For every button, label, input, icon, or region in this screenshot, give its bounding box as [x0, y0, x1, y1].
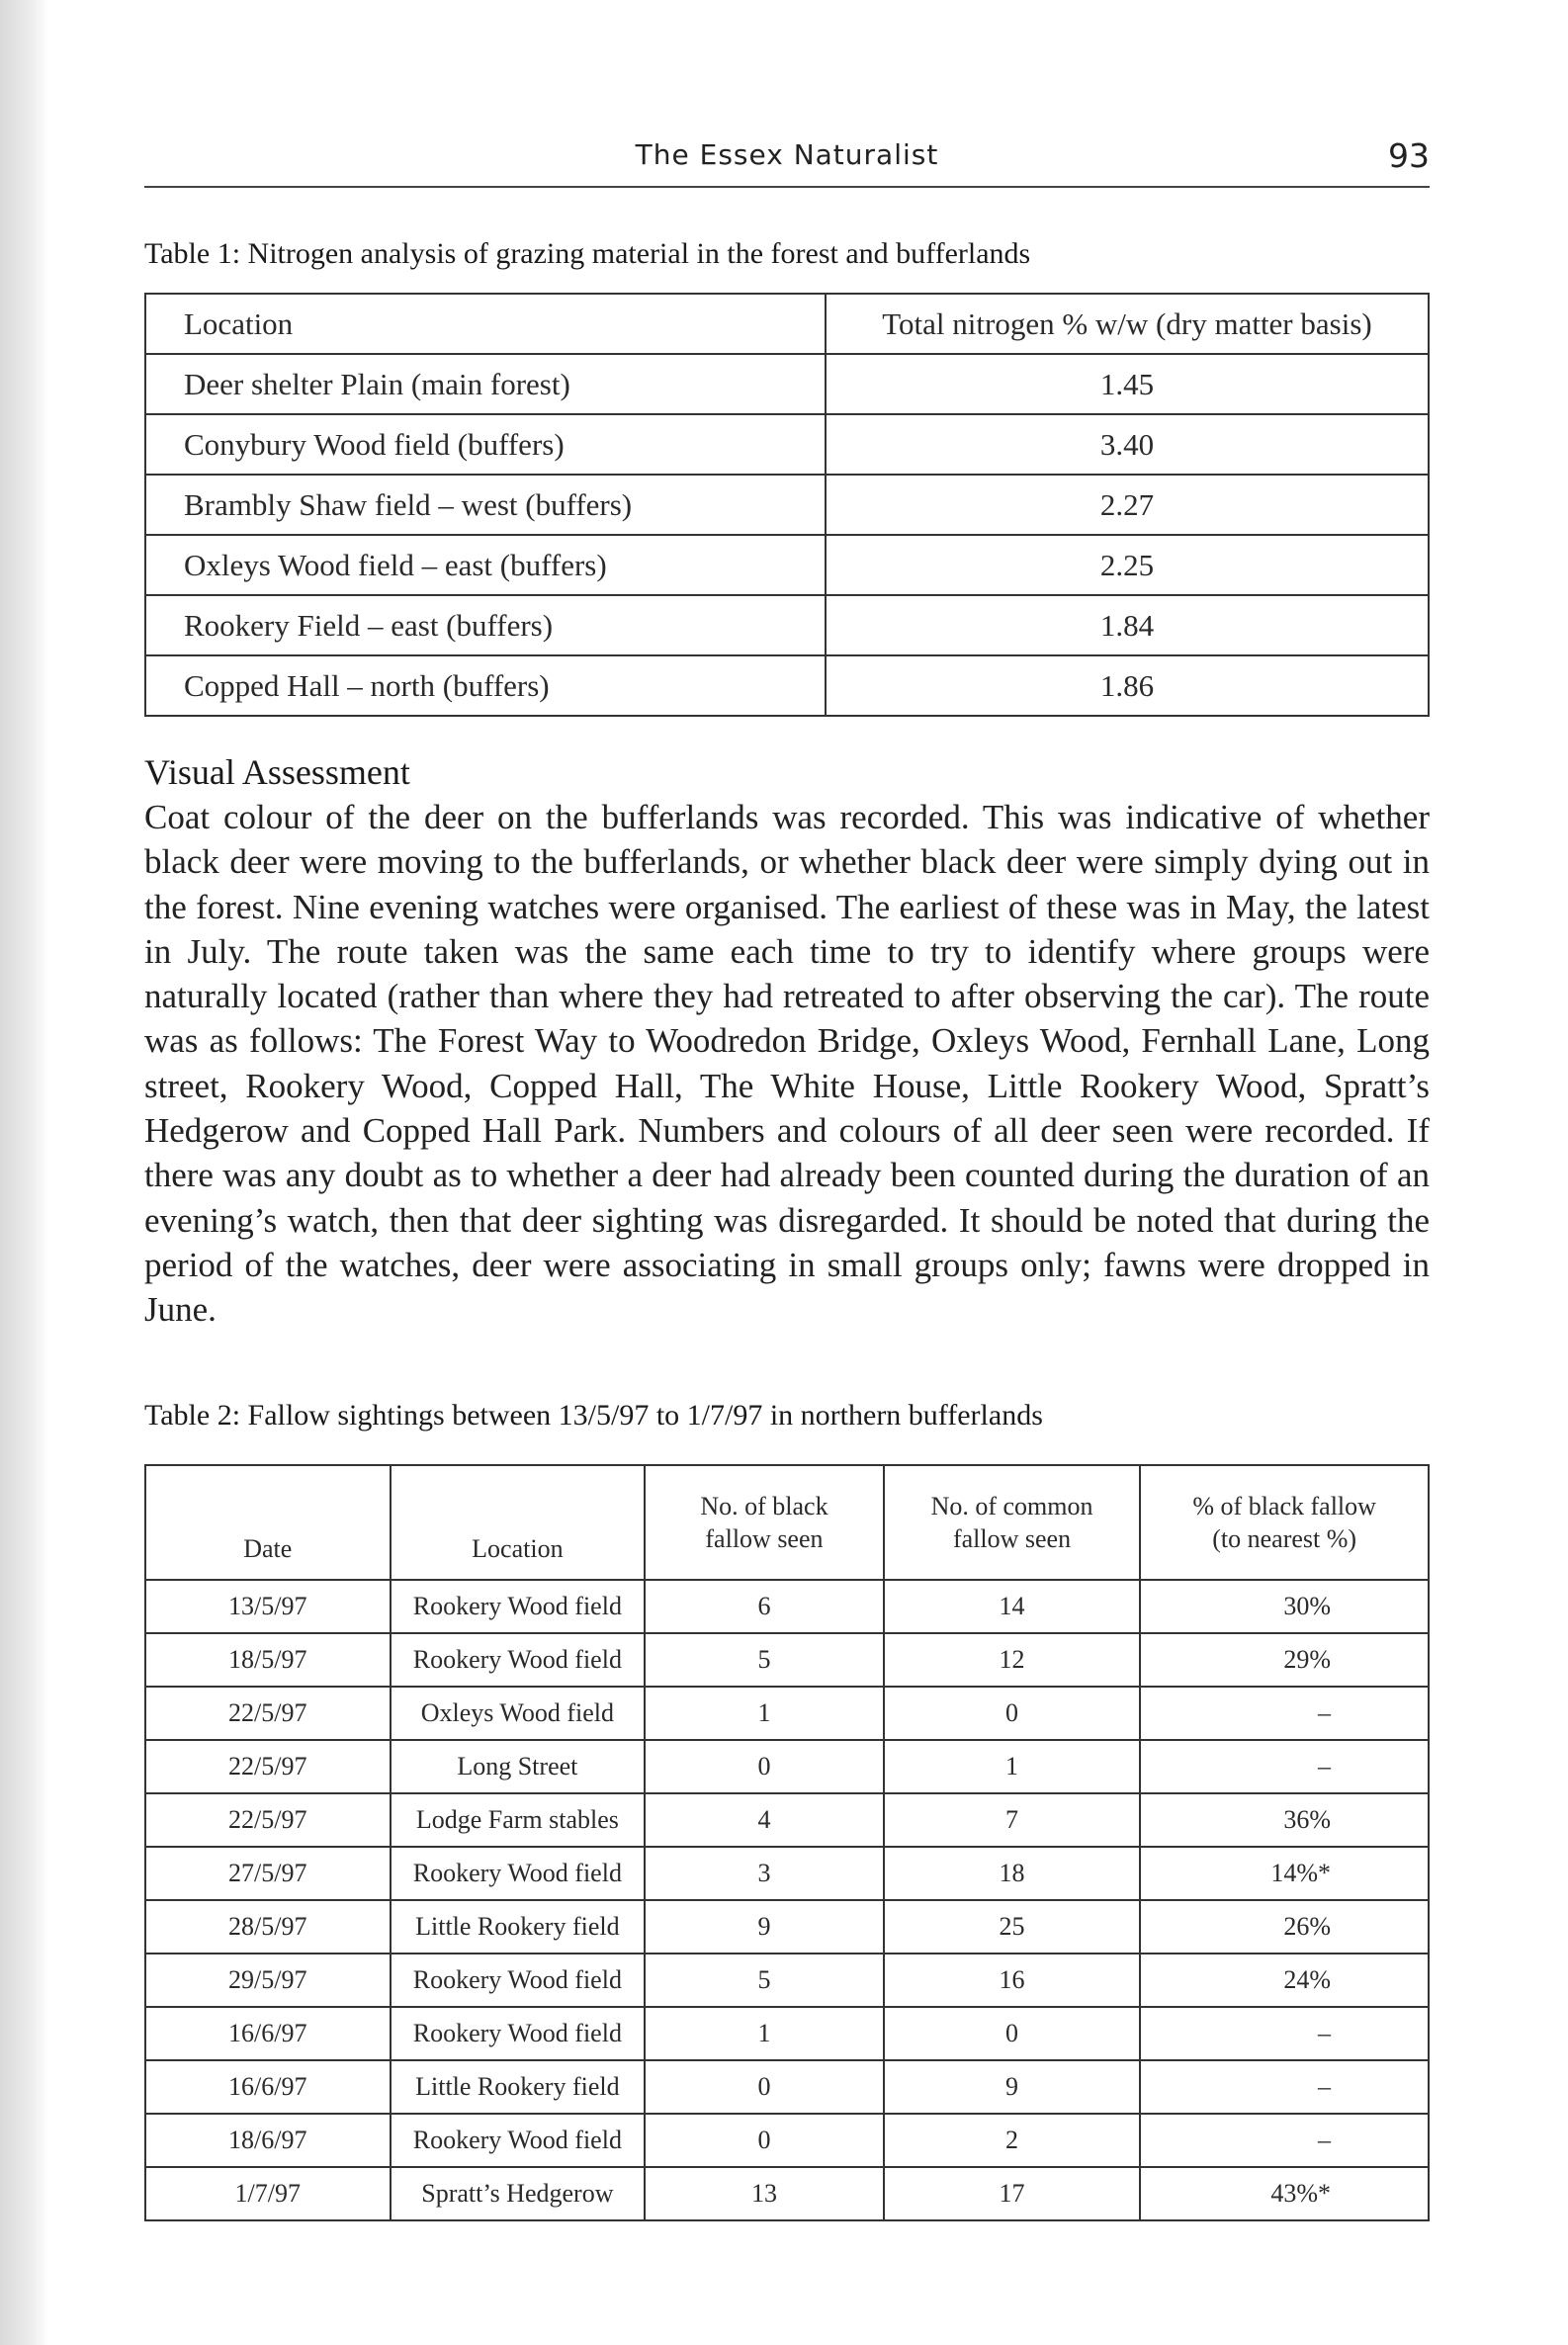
cell-location: Little Rookery field [391, 2060, 646, 2114]
cell-location: Spratt’s Hedgerow [391, 2167, 646, 2220]
cell-common: 2 [884, 2114, 1141, 2167]
cell-black: 1 [645, 1687, 884, 1740]
cell-black: 4 [645, 1793, 884, 1847]
table-row [145, 1793, 1429, 1847]
page-number: 93 [1388, 136, 1430, 175]
cell-date: 16/6/97 [145, 2007, 391, 2060]
cell-location: Lodge Farm stables [391, 1793, 646, 1847]
column-header-date: Date [145, 1465, 391, 1580]
table-row [145, 1580, 1429, 1633]
cell-black: 1 [645, 2007, 884, 2060]
cell-location: Rookery Wood field [391, 2114, 646, 2167]
cell-pct: 30% [1140, 1580, 1429, 1633]
cell-location: Rookery Wood field [391, 1954, 646, 2007]
cell-pct: 29% [1140, 1633, 1429, 1687]
cell-date: 29/5/97 [145, 1954, 391, 2007]
cell-common: 7 [884, 1793, 1141, 1847]
table-row [145, 535, 1429, 595]
cell-date: 22/5/97 [145, 1740, 391, 1793]
header-line: % of black fallow [1192, 1492, 1376, 1520]
table-row [145, 2114, 1429, 2167]
table-row [145, 655, 1429, 716]
cell-pct: 43%* [1140, 2167, 1429, 2220]
cell-pct: – [1140, 2007, 1429, 2060]
cell-common: 0 [884, 2007, 1141, 2060]
body-paragraph: Coat colour of the deer on the bufferlands was recorded. This was indicative of whether black deer were moving to the bufferlands, or whether black deer were simply dying out in the forest. Nine evening watches were organised. The earliest of these was in May, the latest in July. The route taken was the same each time to try to identify where groups were naturally located (rather than where they had retreated to after observing the car). The route was as follows: The Forest Way to Woodredon Bridge, Oxleys Wood, Fernhall Lane, Long street, Rookery Wood, Copped Hall, The White House, Little Rookery Wood, Spratt’s Hedgerow and Copped Hall Park. Numbers and colours of all deer seen were recorded. If there was any doubt as to whether a deer had already been counted during the duration of an evening’s watch, then that deer sighting was disregarded. It should be noted that during the period of the watches, deer were associating in small groups only; fawns were dropped in June. [144, 798, 1430, 1330]
cell-black: 0 [645, 2114, 884, 2167]
header-line: No. of common [930, 1492, 1093, 1520]
cell-date: 22/5/97 [145, 1687, 391, 1740]
cell-location: Brambly Shaw field – west (buffers) [145, 475, 826, 535]
table-header-row [145, 1465, 1429, 1580]
cell-location: Deer shelter Plain (main forest) [145, 354, 826, 414]
cell-location: Rookery Field – east (buffers) [145, 595, 826, 655]
header-line: fallow seen [705, 1524, 824, 1553]
header-line: (to nearest %) [1212, 1524, 1357, 1553]
cell-pct: – [1140, 1740, 1429, 1793]
cell-location: Oxleys Wood field – east (buffers) [145, 535, 826, 595]
cell-pct: 14%* [1140, 1847, 1429, 1900]
scan-edge-shadow [0, 0, 49, 2345]
cell-black: 5 [645, 1633, 884, 1687]
running-head [144, 136, 1430, 186]
cell-pct: 26% [1140, 1900, 1429, 1954]
cell-black: 9 [645, 1900, 884, 1954]
column-header-black [645, 1465, 884, 1580]
cell-pct: – [1140, 2060, 1429, 2114]
cell-pct: 24% [1140, 1954, 1429, 2007]
cell-location: Long Street [391, 1740, 646, 1793]
table-row [145, 595, 1429, 655]
cell-common: 9 [884, 2060, 1141, 2114]
cell-location: Oxleys Wood field [391, 1687, 646, 1740]
cell-common: 12 [884, 1633, 1141, 1687]
table-row [145, 2167, 1429, 2220]
cell-pct: – [1140, 2114, 1429, 2167]
cell-date: 16/6/97 [145, 2060, 391, 2114]
cell-common: 25 [884, 1900, 1141, 1954]
cell-date: 28/5/97 [145, 1900, 391, 1954]
cell-common: 0 [884, 1687, 1141, 1740]
cell-nitrogen: 2.27 [826, 475, 1429, 535]
cell-nitrogen: 1.86 [826, 655, 1429, 716]
table-row [145, 354, 1429, 414]
cell-black: 6 [645, 1580, 884, 1633]
cell-black: 3 [645, 1847, 884, 1900]
column-header-nitrogen: Total nitrogen % w/w (dry matter basis) [826, 294, 1429, 354]
cell-location: Little Rookery field [391, 1900, 646, 1954]
cell-date: 27/5/97 [145, 1847, 391, 1900]
cell-common: 1 [884, 1740, 1141, 1793]
column-header-location: Location [145, 294, 826, 354]
table-row [145, 1633, 1429, 1687]
cell-black: 0 [645, 2060, 884, 2114]
column-header-common [884, 1465, 1141, 1580]
cell-common: 18 [884, 1847, 1141, 1900]
journal-title: The Essex Naturalist [635, 138, 939, 171]
table1-caption: Table 1: Nitrogen analysis of grazing material in the forest and bufferlands [144, 237, 1031, 270]
cell-location: Conybury Wood field (buffers) [145, 414, 826, 475]
cell-black: 5 [645, 1954, 884, 2007]
cell-pct: 36% [1140, 1793, 1429, 1847]
table-row [145, 1740, 1429, 1793]
table-row [145, 475, 1429, 535]
cell-date: 18/5/97 [145, 1633, 391, 1687]
table-header-row [145, 294, 1429, 354]
cell-common: 17 [884, 2167, 1141, 2220]
cell-location: Rookery Wood field [391, 1633, 646, 1687]
cell-nitrogen: 2.25 [826, 535, 1429, 595]
cell-date: 18/6/97 [145, 2114, 391, 2167]
cell-black: 13 [645, 2167, 884, 2220]
nitrogen-table [144, 293, 1430, 717]
cell-date: 13/5/97 [145, 1580, 391, 1633]
cell-date: 22/5/97 [145, 1793, 391, 1847]
cell-location: Rookery Wood field [391, 1847, 646, 1900]
table-row [145, 1900, 1429, 1954]
fallow-sightings-table [144, 1464, 1430, 2221]
table-row [145, 414, 1429, 475]
header-line: No. of black [700, 1492, 828, 1520]
table-row [145, 2007, 1429, 2060]
column-header-percent [1140, 1465, 1429, 1580]
table2-caption: Table 2: Fallow sightings between 13/5/97 to 1/7/97 in northern bufferlands [144, 1399, 1043, 1432]
column-header-location: Location [391, 1465, 646, 1580]
cell-nitrogen: 3.40 [826, 414, 1429, 475]
cell-date: 1/7/97 [145, 2167, 391, 2220]
table-row [145, 2060, 1429, 2114]
header-rule [144, 186, 1430, 188]
table-row [145, 1847, 1429, 1900]
cell-location: Rookery Wood field [391, 2007, 646, 2060]
cell-pct: – [1140, 1687, 1429, 1740]
header-line: fallow seen [952, 1524, 1072, 1553]
cell-location: Copped Hall – north (buffers) [145, 655, 826, 716]
section-heading: Visual Assessment [144, 752, 410, 792]
cell-black: 0 [645, 1740, 884, 1793]
cell-common: 14 [884, 1580, 1141, 1633]
table-row [145, 1687, 1429, 1740]
cell-location: Rookery Wood field [391, 1580, 646, 1633]
table-row [145, 1954, 1429, 2007]
cell-common: 16 [884, 1954, 1141, 2007]
cell-nitrogen: 1.45 [826, 354, 1429, 414]
cell-nitrogen: 1.84 [826, 595, 1429, 655]
